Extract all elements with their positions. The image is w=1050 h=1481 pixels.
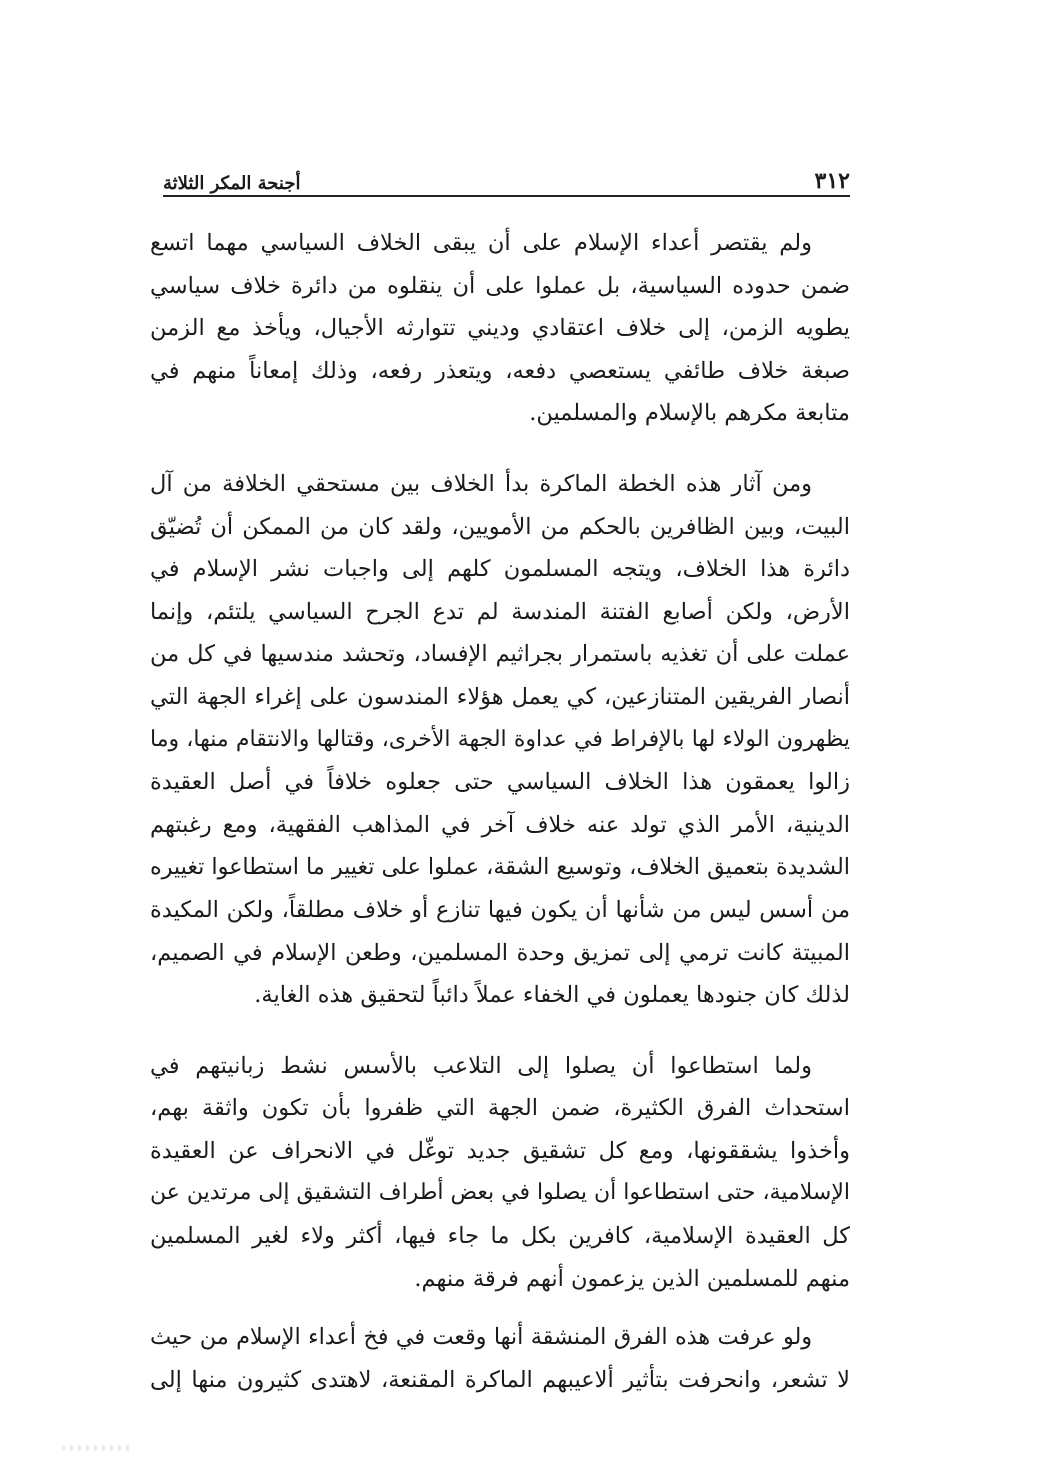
- text-line: صبغة خلاف طائفي يستعصي دفعه، ويتعذر رفعه، وذلك إمعاناً منهم في: [150, 357, 850, 384]
- text-line: الشديدة بتعميق الخلاف، وتوسيع الشقة، عملوا على تغيير ما استطاعوا تغييره: [150, 854, 850, 881]
- text-line: ضمن حدوده السياسية، بل عملوا على أن ينقلوه من دائرة خلاف سياسي: [150, 272, 850, 299]
- text-line: وأخذوا يشققونها، ومع كل تشقيق جديد توغّل في الانحراف عن العقيدة: [150, 1137, 850, 1164]
- text-line: لذلك كان جنودها يعملون في الخفاء عملاً دائباً لتحقيق هذه الغاية.: [254, 982, 850, 1009]
- text-line: ولما استطاعوا أن يصلوا إلى التلاعب بالأسس نشط زبانيتهم في: [150, 1052, 812, 1079]
- text-line: أنصار الفريقين المتنازعين، كي يعمل هؤلاء المندسون على إغراء الجهة التي: [150, 683, 850, 710]
- page-number: ٣١٢: [814, 168, 850, 194]
- paragraph-3: [150, 1045, 850, 1301]
- running-header: [163, 158, 850, 194]
- text-line: متابعة مكرهم بالإسلام والمسلمين.: [529, 400, 850, 427]
- text-line: منهم للمسلمين الذين يزعمون أنهم فرقة منهم.: [414, 1265, 850, 1292]
- header-rule: [163, 195, 850, 197]
- text-line: كل العقيدة الإسلامية، كافرين بكل ما جاء فيها، أكثر ولاء لغير المسلمين: [150, 1223, 850, 1250]
- text-line: الإسلامية، حتى استطاعوا أن يصلوا في بعض أطراف التشقيق إلى مرتدين عن: [150, 1180, 850, 1206]
- text-line: الدينية، الأمر الذي تولد عنه خلاف آخر في المذاهب الفقهية، ومع رغبتهم: [150, 811, 850, 838]
- paragraph-1: [150, 222, 850, 435]
- text-line: ولو عرفت هذه الفرق المنشقة أنها وقعت في فخ أعداء الإسلام من حيث: [150, 1324, 812, 1351]
- scan-artifact: [62, 1445, 132, 1451]
- text-line: الأرض، ولكن أصابع الفتنة المندسة لم تدع الجرح السياسي يلتئم، وإنما: [150, 598, 850, 625]
- body-text: [150, 222, 850, 1401]
- text-line: لا تشعر، وانحرفت بتأثير ألاعيبهم الماكرة المقنعة، لاهتدى كثيرون منها إلى: [150, 1366, 850, 1393]
- paragraph-2: [150, 463, 850, 1017]
- text-line: استحداث الفرق الكثيرة، ضمن الجهة التي ظفروا بأن تكون واثقة بهم،: [150, 1095, 850, 1122]
- running-title: أجنحة المكر الثلاثة: [163, 173, 301, 194]
- text-line: المبيتة كانت ترمي إلى تمزيق وحدة المسلمين، وطعن الإسلام في الصميم،: [150, 939, 850, 966]
- text-line: البيت، وبين الظافرين بالحكم من الأمويين، ولقد كان من الممكن أن تُضيّق: [150, 513, 850, 540]
- text-line: من أسس ليس من شأنها أن يكون فيها تنازع أو خلاف مطلقاً، ولكن المكيدة: [150, 896, 850, 923]
- text-line: دائرة هذا الخلاف، ويتجه المسلمون كلهم إلى واجبات نشر الإسلام في: [150, 556, 850, 583]
- text-line: زالوا يعمقون هذا الخلاف السياسي حتى جعلوه خلافاً في أصل العقيدة: [150, 769, 850, 796]
- text-line: عملت على أن تغذيه باستمرار بجراثيم الإفساد، وتحشد مندسيها في كل من: [150, 641, 850, 668]
- text-line: يظهرون الولاء لها بالإفراط في عداوة الجهة الأخرى، وقتالها والانتقام منها، وما: [150, 726, 850, 752]
- text-line: ولم يقتصر أعداء الإسلام على أن يبقى الخلاف السياسي مهما اتسع: [150, 230, 812, 256]
- paragraph-4: [150, 1316, 850, 1401]
- text-line: يطويه الزمن، إلى خلاف اعتقادي وديني تتوارثه الأجيال، ويأخذ مع الزمن: [150, 315, 850, 342]
- text-line: ومن آثار هذه الخطة الماكرة بدأ الخلاف بين مستحقي الخلافة من آل: [150, 470, 812, 497]
